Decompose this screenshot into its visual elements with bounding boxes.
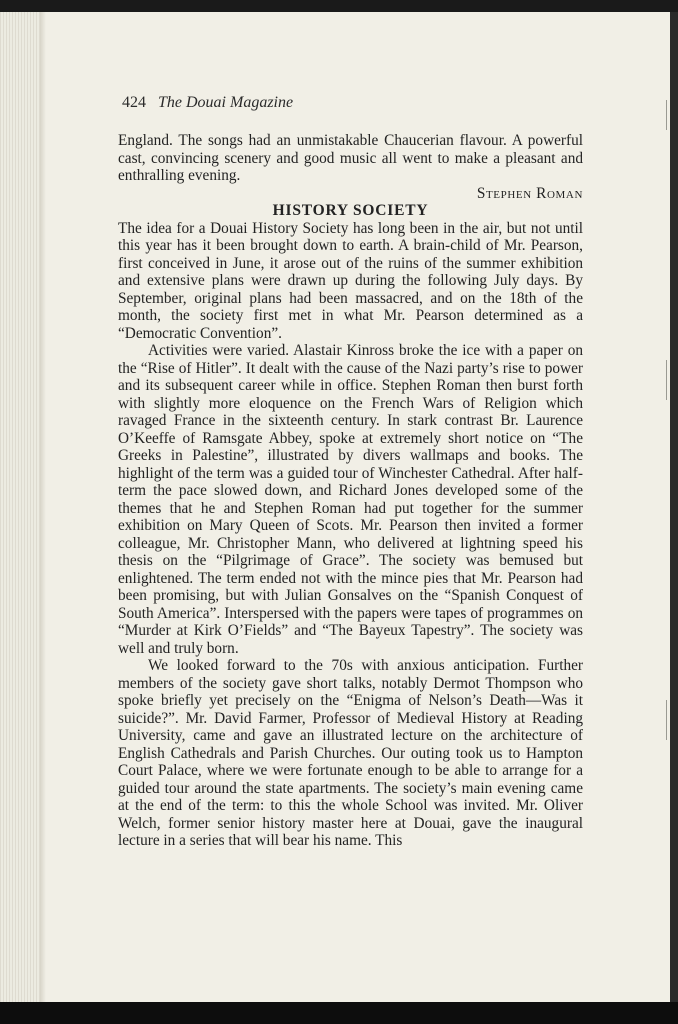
margin-mark: [666, 700, 667, 740]
margin-mark: [666, 360, 667, 400]
scan-right-border: [670, 12, 678, 1004]
running-header: [122, 94, 293, 112]
page-edges: [0, 12, 46, 1004]
preceding-paragraph: England. The songs had an unmistakable Chaucerian flavour. A powerful cast, convincing scenery and good music all went to make a pleasant and enthralling evening.: [118, 132, 583, 184]
body-paragraph: We looked forward to the 70s with anxious anticipation. Further members of the society gave short talks, notably Dermot Thompson who spoke briefly yet precisely on the “Enigma of Nelson’s Death—Was it suicide?”. Mr. David Farmer, Professor of Medieval History at Reading University, came and gave an illustrated lecture on the architecture of English Cathedrals and Parish Churches. Our outing took us to Hampton Court Palace, where we were fortunate enough to be able to arrange for a guided tour around the state apartments. The society’s main evening came at the end of the term: to this the whole School was invited. Mr. Oliver Welch, former senior history master here at Douai, gave the inaugural lecture in a series that will bear his name. This: [118, 657, 583, 849]
page-number: 424: [122, 94, 146, 111]
margin-mark: [666, 100, 667, 130]
author-signature: Stephen Roman: [476, 184, 583, 202]
section-heading: HISTORY SOCIETY: [272, 202, 429, 219]
page-body: [118, 132, 583, 850]
scan-bottom-border: [0, 1002, 678, 1024]
body-paragraph: The idea for a Douai History Society has long been in the air, but not until this year has it been brought down to earth. A brain-child of Mr. Pearson, first conceived in June, it arose out of the ruins of the summer exhibition and extensive plans were drawn up during the following July days. By September, original plans had been massacred, and on the 18th of the month, the society first met in what Mr. Pearson determined as a “Democratic Convention”.: [118, 219, 583, 342]
journal-title: The Douai Magazine: [158, 94, 294, 111]
body-paragraph: Activities were varied. Alastair Kinross broke the ice with a paper on the “Rise of Hitler”. It dealt with the cause of the Nazi party’s rise to power and its subsequent career while in office. Stephen Roman then burst forth with slightly more eloquence on the French Wars of Religion which ravaged France in the sixteenth century. In stark contrast Br. Laurence O’Keeffe of Ramsgate Abbey, spoke at extremely short notice on “The Greeks in Palestine”, illustrated by divers wallmaps and books. The highlight of the term was a guided tour of Winchester Cathedral. After half-term the pace slowed down, and Richard Jones developed some of the themes that he and Stephen Roman had put together for the summer exhibition on Mary Queen of Scots. Mr. Pearson then invited a former colleague, Mr. Christopher Mann, who delivered at lightning speed his thesis on the “Pilgrimage of Grace”. The society was bemused but enlightened. The term ended not with the mince pies that Mr. Pearson had been promising, but with Julian Gonsalves on the “Spanish Conquest of South America”. Interspersed with the papers were tapes of programmes on “Murder at Kirk O’Fields” and “The Bayeux Tapestry”. The society was well and truly born.: [118, 342, 583, 657]
